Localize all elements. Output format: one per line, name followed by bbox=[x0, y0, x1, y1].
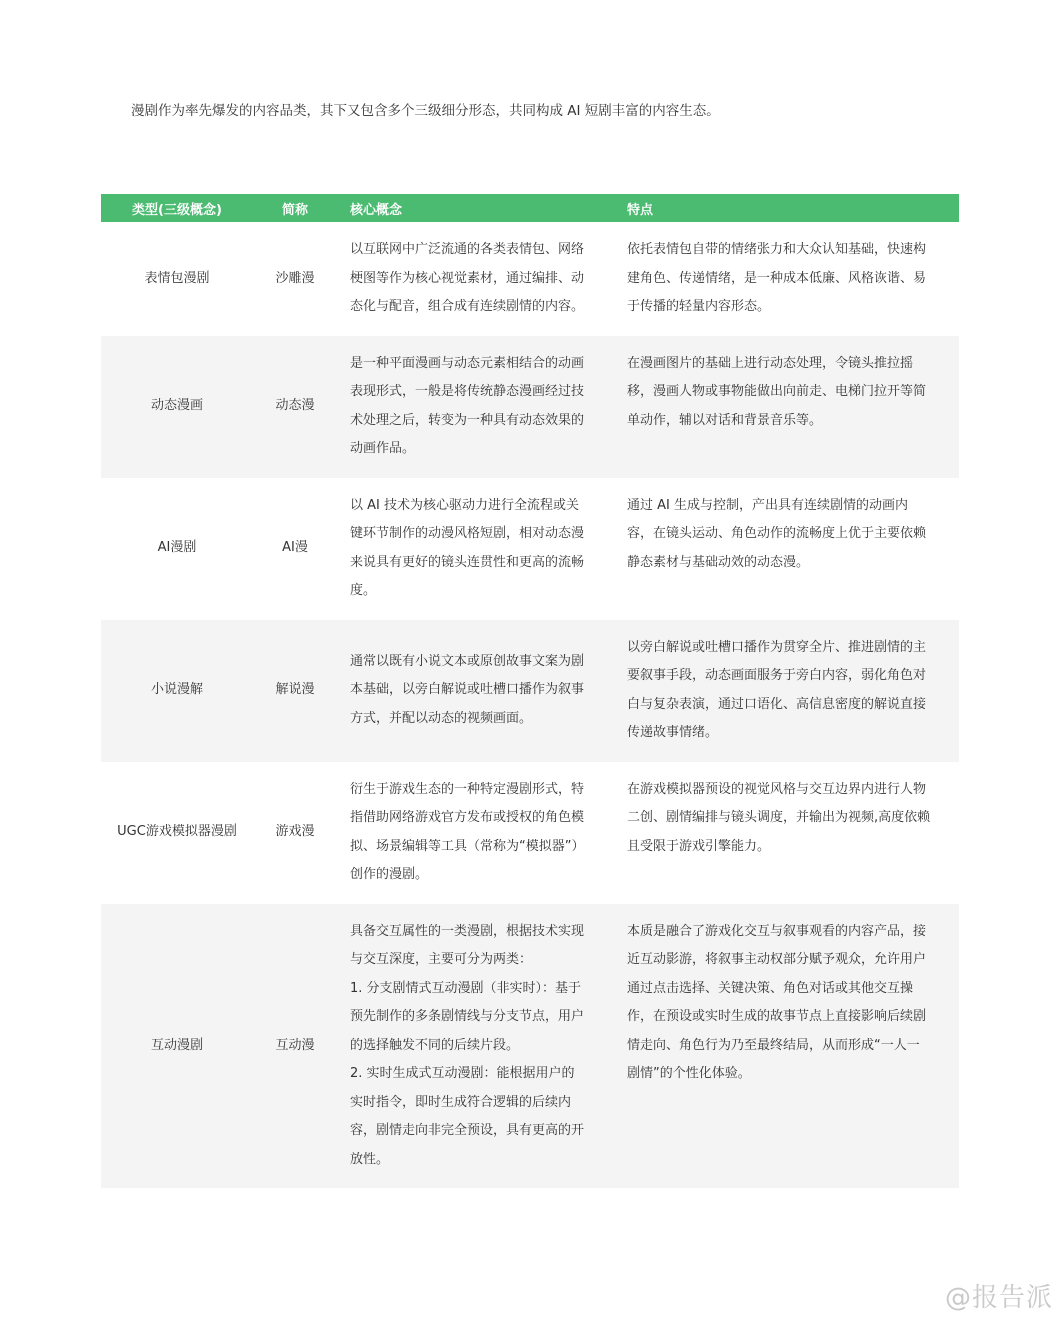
cell-concept: 是一种平面漫画与动态元素相结合的动画表现形式，一般是将传统静态漫画经过技术处理之后，转变为一种具有动态效果的动画作品。 bbox=[337, 336, 614, 478]
header-type: 类型(三级概念) bbox=[101, 194, 253, 222]
cell-type: 表情包漫剧 bbox=[101, 222, 253, 336]
cell-abbr: 解说漫 bbox=[253, 620, 337, 762]
table-row bbox=[101, 222, 959, 336]
cell-concept: 衍生于游戏生态的一种特定漫剧形式，特指借助网络游戏官方发布或授权的角色模拟、场景编辑等工具（常称为“模拟器”）创作的漫剧。 bbox=[337, 762, 614, 904]
watermark-text: @报告派 bbox=[944, 1283, 1053, 1313]
header-abbr: 简称 bbox=[253, 194, 337, 222]
cell-type: UGC游戏模拟器漫剧 bbox=[101, 762, 253, 904]
table-row bbox=[101, 336, 959, 478]
header-feature: 特点 bbox=[614, 194, 959, 222]
cell-abbr: AI漫 bbox=[253, 478, 337, 620]
cell-feature: 在游戏模拟器预设的视觉风格与交互边界内进行人物二创、剧情编排与镜头调度，并输出为视频,高度依赖且受限于游戏引擎能力。 bbox=[614, 762, 959, 904]
cell-concept: 以 AI 技术为核心驱动力进行全流程或关键环节制作的动漫风格短剧，相对动态漫来说具有更好的镜头连贯性和更高的流畅度。 bbox=[337, 478, 614, 620]
cell-concept: 以互联网中广泛流通的各类表情包、网络梗图等作为核心视觉素材，通过编排、动态化与配音，组合成有连续剧情的内容。 bbox=[337, 222, 614, 336]
cell-type: 动态漫画 bbox=[101, 336, 253, 478]
cell-concept: 具备交互属性的一类漫剧，根据技术实现与交互深度，主要可分为两类： 1. 分支剧情式互动漫剧（非实时）：基于预先制作的多条剧情线与分支节点，用户的选择触发不同的后续片段。 2. 实时生成式互动漫剧：能根据用户的实时指令，即时生成符合逻辑的后续内容，剧情走向非完全预设，具有更高的开放性。 bbox=[337, 904, 614, 1189]
cell-abbr: 互动漫 bbox=[253, 904, 337, 1189]
cell-type: AI漫剧 bbox=[101, 478, 253, 620]
table-header-row bbox=[101, 194, 959, 222]
content-type-table bbox=[101, 194, 959, 1188]
cell-feature: 以旁白解说或吐槽口播作为贯穿全片、推进剧情的主要叙事手段，动态画面服务于旁白内容，弱化角色对白与复杂表演，通过口语化、高信息密度的解说直接传递故事情绪。 bbox=[614, 620, 959, 762]
intro-paragraph: 漫剧作为率先爆发的内容品类，其下又包含多个三级细分形态，共同构成 AI 短剧丰富的内容生态。 bbox=[131, 102, 720, 119]
cell-type: 小说漫解 bbox=[101, 620, 253, 762]
cell-feature: 通过 AI 生成与控制，产出具有连续剧情的动画内容，在镜头运动、角色动作的流畅度上优于主要依赖静态素材与基础动效的动态漫。 bbox=[614, 478, 959, 620]
table-row bbox=[101, 478, 959, 620]
cell-feature: 本质是融合了游戏化交互与叙事观看的内容产品，接近互动影游，将叙事主动权部分赋予观众，允许用户通过点击选择、关键决策、角色对话或其他交互操作，在预设或实时生成的故事节点上直接影响后续剧情走向、角色行为乃至最终结局，从而形成“一人一剧情”的个性化体验。 bbox=[614, 904, 959, 1189]
cell-feature: 在漫画图片的基础上进行动态处理，令镜头推拉摇移，漫画人物或事物能做出向前走、电梯门拉开等简单动作，辅以对话和背景音乐等。 bbox=[614, 336, 959, 478]
cell-concept: 通常以既有小说文本或原创故事文案为剧本基础，以旁白解说或吐槽口播作为叙事方式，并配以动态的视频画面。 bbox=[337, 620, 614, 762]
table-row bbox=[101, 762, 959, 904]
cell-abbr: 动态漫 bbox=[253, 336, 337, 478]
table-row bbox=[101, 904, 959, 1189]
cell-abbr: 游戏漫 bbox=[253, 762, 337, 904]
cell-abbr: 沙雕漫 bbox=[253, 222, 337, 336]
cell-feature: 依托表情包自带的情绪张力和大众认知基础，快速构建角色、传递情绪，是一种成本低廉、风格诙谐、易于传播的轻量内容形态。 bbox=[614, 222, 959, 336]
table-row bbox=[101, 620, 959, 762]
header-concept: 核心概念 bbox=[337, 194, 614, 222]
cell-type: 互动漫剧 bbox=[101, 904, 253, 1189]
